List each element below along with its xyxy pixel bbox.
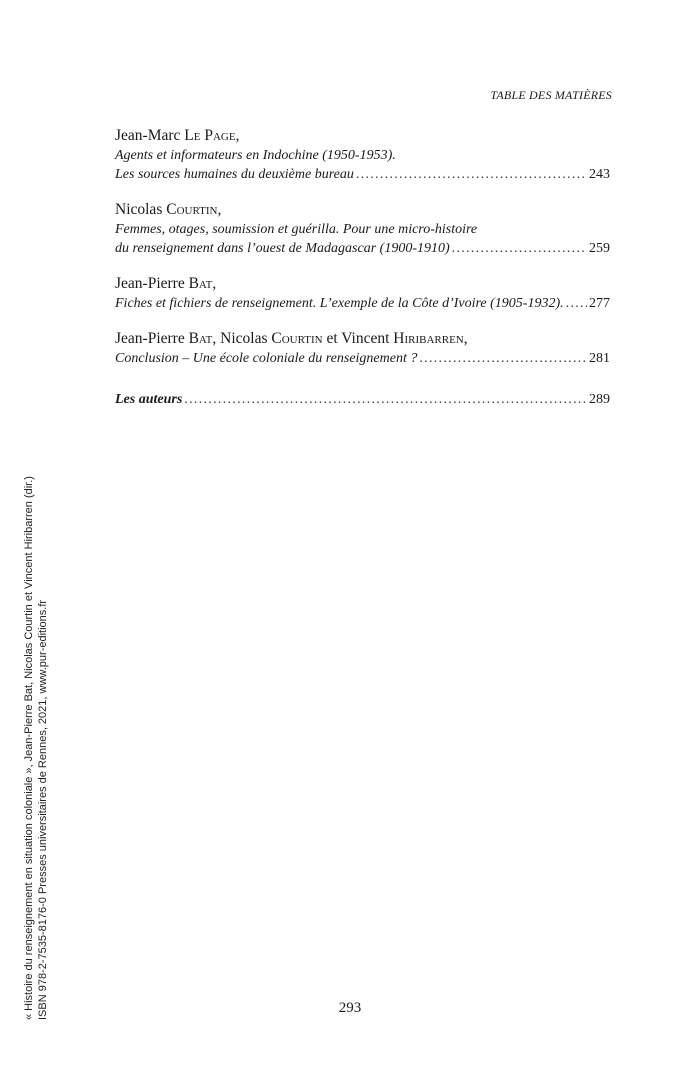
- author-separator: ,: [212, 330, 221, 347]
- copyright-line: « Histoire du renseignement en situation coloniale », Jean-Pierre Bat, Nicolas Courtin et Vincent Hiribarren (dir.): [23, 476, 35, 1020]
- entry-leader-line[interactable]: [115, 294, 610, 313]
- toc-entry-courtin: [115, 200, 610, 258]
- table-of-contents: [115, 126, 610, 409]
- entry-page-number: 289: [589, 392, 610, 407]
- toc-entry-les-auteurs: [115, 390, 610, 409]
- author-first-name: Vincent: [341, 330, 394, 347]
- entry-title: Les sources humaines du deuxième bureau: [115, 167, 354, 182]
- entry-leader-line[interactable]: [115, 239, 610, 258]
- dot-leader: [452, 239, 587, 258]
- entry-title: Conclusion – Une école coloniale du renseignement ?: [115, 351, 418, 366]
- author-separator: ,: [463, 330, 468, 347]
- author-last-name: Bat: [188, 330, 213, 347]
- dot-leader: [566, 294, 587, 313]
- entry-author: [115, 274, 610, 294]
- entry-title: Fiches et fichiers de renseignement. L’exemple de la Côte d’Ivoire (1905-1932).: [115, 296, 564, 311]
- entry-page-number: 277: [589, 296, 610, 311]
- author-first-name: Jean-Pierre: [115, 330, 189, 347]
- entry-title-line: Femmes, otages, soumission et guérilla. Pour une micro-histoire: [115, 222, 478, 237]
- author-last-name: Courtin: [166, 201, 218, 218]
- entry-author: [115, 126, 610, 146]
- page-number: 293: [338, 1000, 362, 1016]
- entry-title: du renseignement dans l’ouest de Madagascar (1900-1910): [115, 241, 450, 256]
- author-last-name: Courtin: [271, 330, 323, 347]
- author-first-name: Nicolas: [115, 201, 167, 218]
- author-first-name: Nicolas: [220, 330, 272, 347]
- entry-page-number: 243: [589, 167, 610, 182]
- author-last-name: Hiribarren: [393, 330, 464, 347]
- author-separator: et: [322, 330, 342, 347]
- toc-entry-conclusion: [115, 329, 610, 368]
- author-punctuation: ,: [212, 275, 217, 292]
- dot-leader: [184, 390, 587, 409]
- entry-authors: [115, 329, 610, 349]
- entry-leader-line[interactable]: [115, 165, 610, 184]
- entry-page-number: 281: [589, 351, 610, 366]
- entry-leader-line[interactable]: [115, 349, 610, 368]
- copyright-notice: [22, 476, 50, 1020]
- author-punctuation: ,: [217, 201, 222, 218]
- dot-leader: [356, 165, 587, 184]
- author-first-name: Jean-Marc: [115, 127, 185, 144]
- entry-author: [115, 200, 610, 220]
- author-punctuation: ,: [235, 127, 240, 144]
- toc-entry-le-page: [115, 126, 610, 184]
- entry-page-number: 259: [589, 241, 610, 256]
- entry-leader-line[interactable]: [115, 390, 610, 409]
- entry-title-line: Agents et informateurs en Indochine (1950-1953).: [115, 148, 396, 163]
- author-last-name: Bat: [188, 275, 213, 292]
- author-first-name: Jean-Pierre: [115, 275, 189, 292]
- copyright-line: ISBN 978-2-7535-8176-0 Presses universitaires de Rennes, 2021, www.pur-editions.fr: [37, 599, 49, 1020]
- dot-leader: [419, 349, 587, 368]
- running-head: TABLE DES MATIÈRES: [490, 88, 612, 102]
- toc-entry-bat: [115, 274, 610, 313]
- author-last-name: Le Page: [184, 127, 236, 144]
- entry-title: Les auteurs: [115, 392, 183, 407]
